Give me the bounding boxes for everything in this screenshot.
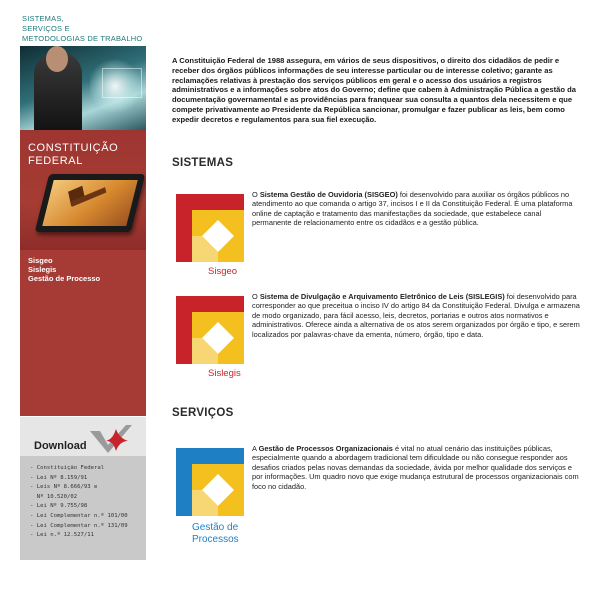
sisgeo-logo[interactable] bbox=[172, 190, 248, 280]
gestao-processos-logo[interactable] bbox=[172, 444, 248, 550]
sislegis-logo-icon bbox=[172, 292, 248, 368]
sisgeo-logo-icon bbox=[172, 190, 248, 266]
doc-link[interactable]: Nº 10.520/02 bbox=[30, 493, 78, 500]
gestao-processos-name: Gestão de Processos Organizacionais bbox=[258, 444, 393, 453]
doc-link[interactable]: - Lei Nº 9.755/98 bbox=[30, 503, 88, 510]
hero-image bbox=[20, 46, 146, 130]
sislegis-name: Sistema de Divulgação e Arquivamento Eletrônico de Leis (SISLEGIS) bbox=[259, 292, 505, 301]
sidebar-link-sislegis[interactable]: Sislegis bbox=[28, 265, 57, 274]
site-title-line: SISTEMAS, bbox=[22, 14, 64, 23]
sisgeo-description: O Sistema Gestão de Ouvidoria (SISGEO) foi desenvolvido para auxiliar os órgãos públicos no atendimento ao que comanda o artigo 37, incisos I e II da Constituição Federal. É uma plataforma online de captação e tratamento das manifestações da sociedade, que estabelece canal permanente de relacionamento entre os cidadãos e a gestão pública. bbox=[252, 190, 573, 228]
sidebar bbox=[20, 46, 146, 560]
doc-link[interactable]: - Lei Nº 8.159/91 bbox=[30, 474, 88, 481]
doc-link[interactable]: - Lei n.º 12.527/11 bbox=[30, 532, 94, 539]
pdf-download-icon bbox=[88, 423, 134, 455]
servicos-heading: SERVIÇOS bbox=[172, 407, 234, 419]
site-title-line: METODOLOGIAS DE TRABALHO bbox=[22, 34, 143, 43]
sidebar-nav bbox=[20, 250, 146, 416]
gestao-processos-description: A Gestão de Processos Organizacionais é vital no atual cenário das instituições públicas, especialmente quando a abordagem tradicional tem dificuldade ou não consegue responder aos desafios criados pelas novas demandas da sociedade, ávida por melhor qualidade dos serviços e por informações. Um quadro novo que exige mudança estrutural de processos organizacionais com foco no cidadão. bbox=[252, 444, 579, 491]
gestao-processos-logo-icon bbox=[172, 444, 248, 520]
intro-paragraph: A Constituição Federal de 1988 assegura, em vários de seus dispositivos, o direito dos cidadãos de pedir e receber dos órgãos públicos informações de seu interesse particular ou de interesse coletivo; garante as reclamações relativas à prestação dos serviços públicos em geral e o acesso dos usuários a registros administrativos e a informações sobre atos do Governo; define que cabem à Administração Pública a gestão da documentação governamental e as providências para franquear sua consulta a quantos dela necessitem e que compete privativamente ao Presidente da República sancionar, promulgar e fazer publicar as leis, bem como expedir decretos e regulamentos para sua fiel execução. bbox=[172, 56, 576, 124]
constitution-banner-title: CONSTITUIÇÃO FEDERAL bbox=[28, 142, 119, 167]
sislegis-caption: Sislegis bbox=[208, 368, 241, 379]
sisgeo-caption: Sisgeo bbox=[208, 266, 238, 277]
site-title bbox=[22, 14, 162, 44]
sistemas-heading: SISTEMAS bbox=[172, 157, 234, 169]
doc-link[interactable]: - Lei Complementar n.º 131/09 bbox=[30, 522, 128, 529]
doc-link[interactable]: - Leis Nº 8.666/93 e bbox=[30, 484, 98, 491]
gestao-processos-caption: Gestão de Processos bbox=[192, 522, 239, 545]
sisgeo-name: Sistema Gestão de Ouvidoria (SISGEO) bbox=[259, 190, 398, 199]
doc-link[interactable]: - Constituição Federal bbox=[30, 465, 105, 471]
sislegis-logo[interactable] bbox=[172, 292, 248, 382]
download-banner[interactable] bbox=[20, 416, 146, 456]
tablet-gavel-image bbox=[35, 174, 145, 232]
sidebar-link-gestao-de-processo[interactable]: Gestão de Processo bbox=[28, 274, 101, 283]
constitution-banner bbox=[20, 130, 146, 250]
sidebar-link-sisgeo[interactable]: Sisgeo bbox=[28, 256, 53, 265]
download-label: Download bbox=[34, 440, 87, 452]
document-links bbox=[20, 456, 146, 560]
site-title-line: SERVIÇOS E bbox=[22, 24, 70, 33]
sislegis-description: O Sistema de Divulgação e Arquivamento Eletrônico de Leis (SISLEGIS) foi desenvolvido para corresponder ao que preceitua o inciso IV do artigo 84 da Constituição Federal. Divulga e armazena de modo organizado, para fácil acesso, leis, decretos, portarias e outros atos normativos e administrativos. Oferece ainda a alternativa de os atos serem organizados por órgão e tipo, e serem localizados por palavras-chave da ementa, número, órgão, tipo e data. bbox=[252, 292, 580, 339]
doc-link[interactable]: - Lei Complementar n.º 101/00 bbox=[30, 512, 128, 519]
